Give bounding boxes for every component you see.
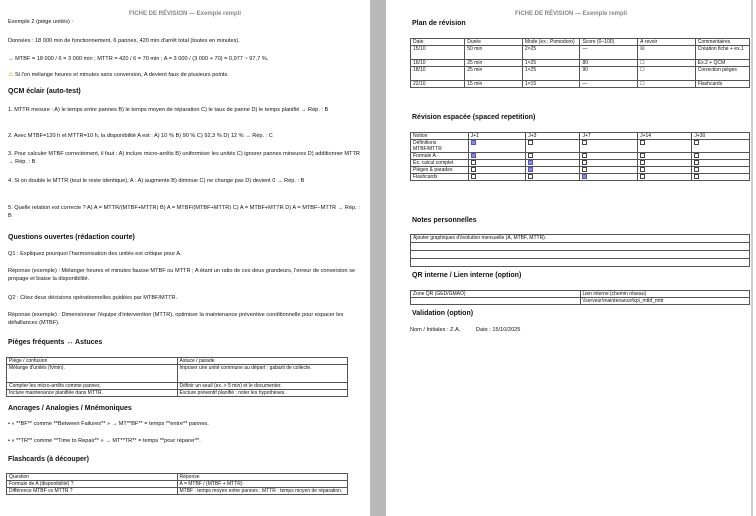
table-cell: Différence MTBF vs MTTR ? xyxy=(7,488,178,495)
answer-2: Réponse (exemple) : Dimensionner l'équipe d'intervention (MTTR), optimiser la maintenance préventive conditionnelle pour espacer les défaillances (MTBF). xyxy=(8,312,344,326)
header-cell: J+7 xyxy=(580,133,638,140)
validation-name: Nom / Initiales : Z.A. xyxy=(410,327,461,333)
check-cell xyxy=(580,167,638,174)
question-1: Q1 : Expliquez pourquoi l'harmonisation des unités est critique pour A. xyxy=(8,251,182,257)
table-cell: 15 min xyxy=(465,81,523,88)
table-cell: Flashcards xyxy=(695,81,749,88)
table-header-row xyxy=(411,291,750,298)
unchecked-checkbox[interactable] xyxy=(694,153,699,158)
unchecked-checkbox[interactable] xyxy=(582,160,587,165)
check-cell xyxy=(580,174,638,181)
unchecked-checkbox[interactable] xyxy=(528,153,533,158)
unchecked-checkbox[interactable] xyxy=(694,167,699,172)
table-cell: — xyxy=(580,46,638,60)
review-checkbox[interactable]: ☐ xyxy=(638,60,696,67)
qr-heading: QR interne / Lien interne (option) xyxy=(412,272,522,279)
check-cell xyxy=(638,140,692,153)
check-cell xyxy=(692,153,750,160)
spaced-table xyxy=(410,132,750,181)
table-row xyxy=(411,60,750,67)
qcm-heading: QCM éclair (auto-test) xyxy=(8,88,81,95)
header-cell: J+30 xyxy=(692,133,750,140)
table-cell: 90 xyxy=(580,67,638,81)
table-cell: Ex.2 + QCM xyxy=(695,60,749,67)
checked-checkbox[interactable] xyxy=(471,153,476,158)
header-cell: Durée xyxy=(465,39,523,46)
unchecked-checkbox[interactable] xyxy=(694,174,699,179)
unchecked-checkbox[interactable] xyxy=(528,174,533,179)
page-header: FICHE DE RÉVISION — Exemple rempli xyxy=(128,11,242,17)
check-cell xyxy=(526,153,580,160)
table-cell: Imposer une unité commune au départ ; gabarit de collecte. xyxy=(177,365,348,383)
notion-cell: Définitions MTBF/MTTR xyxy=(411,140,469,153)
flashcards-table xyxy=(6,473,348,495)
check-cell xyxy=(692,160,750,167)
check-cell xyxy=(580,160,638,167)
traps-heading: Pièges fréquents ↔ Astuces xyxy=(8,339,103,346)
table-header-row xyxy=(7,358,348,365)
plan-heading: Plan de révision xyxy=(412,20,466,27)
check-cell xyxy=(692,174,750,181)
table-cell: Exclure préventif planifié ; noter les hypothèses. xyxy=(177,390,348,397)
table-row xyxy=(411,259,750,267)
scrollbar[interactable] xyxy=(751,0,753,516)
qcm-item: 2. Avec MTBF=120 h et MTTR=10 h, la disponibilité A est : A) 10 % B) 90 % C) 92,3 % D) 12 % → Rép. : C xyxy=(8,133,273,139)
table-row xyxy=(411,243,750,251)
question-2: Q2 : Citez deux décisions opérationnelles guidées par MTBF/MTTR. xyxy=(8,295,178,301)
header-cell: Question xyxy=(7,474,178,481)
table-row xyxy=(7,365,348,383)
table-cell: 22/10 xyxy=(411,81,465,88)
header-cell: Mode (ex.: Pomodoro) xyxy=(522,39,580,46)
unchecked-checkbox[interactable] xyxy=(640,153,645,158)
anchor-item: • « **BF** comme **Between Failures** » → MT**BF** = temps **entre** pannes. xyxy=(8,421,209,427)
unchecked-checkbox[interactable] xyxy=(640,160,645,165)
check-cell xyxy=(526,140,580,153)
table-cell: 16/10 xyxy=(411,60,465,67)
table-cell: 25 min xyxy=(465,60,523,67)
table-cell: Compter les micro-arrêts comme pannes. xyxy=(7,383,178,390)
warning-line xyxy=(8,72,362,80)
table-cell: 15/10 xyxy=(411,46,465,60)
unchecked-checkbox[interactable] xyxy=(471,160,476,165)
checked-checkbox[interactable] xyxy=(471,140,476,145)
table-cell: 2×25 xyxy=(522,46,580,60)
flashcards-heading: Flashcards (à découper) xyxy=(8,456,89,463)
check-cell xyxy=(526,167,580,174)
table-cell: Inclure maintenance planifiée dans MTTR. xyxy=(7,390,178,397)
header-cell: Notion xyxy=(411,133,469,140)
table-cell: 1×25 xyxy=(522,60,580,67)
unchecked-checkbox[interactable] xyxy=(582,153,587,158)
table-row xyxy=(411,140,750,153)
page-1 xyxy=(0,0,370,516)
answer-1: Réponse (exemple) : Mélanger heures et minutes fausse MTBF ou MTTR ; A étant un ratio de ces deux grandeurs, l'erreur de conversion se propage et biaise la disponibilité. xyxy=(8,268,356,282)
table-cell: Définir un seuil (ex. > 5 min) et le documenter. xyxy=(177,383,348,390)
header-cell: J+1 xyxy=(468,133,526,140)
table-row xyxy=(411,235,750,243)
checked-checkbox[interactable] xyxy=(582,174,587,179)
table-row xyxy=(411,67,750,81)
check-cell xyxy=(526,174,580,181)
unchecked-checkbox[interactable] xyxy=(694,160,699,165)
notion-cell: Flashcards xyxy=(411,174,469,181)
header-cell: Commentaires xyxy=(695,39,749,46)
table-cell: 1×25 xyxy=(522,67,580,81)
table-cell: Création fiche + ex.1 xyxy=(695,46,749,60)
check-cell xyxy=(638,167,692,174)
qcm-item: 1. MTTR mesure : A) le temps entre pannes B) le temps moyen de réparation C) le taux de panne D) le temps planifié → Rép. : B xyxy=(8,107,329,113)
calc-line: → MTBF = 18 000 / 6 = 3 000 min ; MTTR = 420 / 6 = 70 min ; A = 3 000 / (3 000 + 70) = 0,977 ~ 97,7 %. xyxy=(8,56,269,62)
check-cell xyxy=(580,153,638,160)
spaced-heading: Révision espacée (spaced repetition) xyxy=(412,114,536,121)
header-cell: À revoir xyxy=(638,39,696,46)
table-cell: Mélange d'unités (h/min). xyxy=(7,365,178,383)
notes-heading: Notes personnelles xyxy=(412,217,477,224)
example-title: Exemple 2 (piège unités) : xyxy=(8,19,73,25)
unchecked-checkbox[interactable] xyxy=(640,140,645,145)
header-cell: Score (0–100) xyxy=(580,39,638,46)
page-header: FICHE DE RÉVISION — Exemple rempli xyxy=(514,11,628,17)
anchor-item: • « **TR** comme **Time to Repair** » → MT**TR** = temps **pour réparer**. xyxy=(8,438,201,444)
note-line[interactable] xyxy=(411,243,750,251)
check-cell xyxy=(692,167,750,174)
unchecked-checkbox[interactable] xyxy=(640,174,645,179)
header-cell: Piège / confusion xyxy=(7,358,178,365)
table-row xyxy=(7,488,348,495)
check-cell xyxy=(468,167,526,174)
qr-table xyxy=(410,290,750,305)
table-cell: Formule de A (disponibilité) ? xyxy=(7,481,178,488)
check-cell xyxy=(468,174,526,181)
table-cell: Correction pièges xyxy=(695,67,749,81)
table-row xyxy=(411,81,750,88)
check-cell xyxy=(468,140,526,153)
check-cell xyxy=(526,160,580,167)
unchecked-checkbox[interactable] xyxy=(471,167,476,172)
qcm-item: 3. Pour calculer MTBF correctement, il faut : A) inclure micro-arrêts B) uniformiser les unités C) ignorer pannes mineures D) additionner MTTR → Rép. : B xyxy=(8,151,360,165)
table-cell: 1×15 xyxy=(522,81,580,88)
table-row xyxy=(7,383,348,390)
checked-checkbox[interactable] xyxy=(528,167,533,172)
unchecked-checkbox[interactable] xyxy=(528,140,533,145)
check-cell xyxy=(580,140,638,153)
table-row xyxy=(411,167,750,174)
header-cell: Lien interne (chemin réseau) xyxy=(580,291,750,298)
notes-table xyxy=(410,234,750,267)
unchecked-checkbox[interactable] xyxy=(582,140,587,145)
plan-table xyxy=(410,38,750,88)
header-cell: Réponse xyxy=(177,474,348,481)
note-line[interactable]: Ajouter graphiques d'évolution mensuelle (A, MTBF, MTTR). xyxy=(411,235,750,243)
validation-date: Date : 15/10/2025 xyxy=(475,327,521,333)
header-cell: Zone QR (GED/GMAO) xyxy=(411,291,581,298)
table-row xyxy=(7,481,348,488)
review-checkbox[interactable]: ☒ xyxy=(638,46,696,60)
header-cell: J+14 xyxy=(638,133,692,140)
table-cell: 80 xyxy=(580,60,638,67)
unchecked-checkbox[interactable] xyxy=(640,167,645,172)
traps-table xyxy=(6,357,348,397)
notion-cell: Formule A xyxy=(411,153,469,160)
table-cell: 50 min xyxy=(465,46,523,60)
unchecked-checkbox[interactable] xyxy=(582,167,587,172)
table-row xyxy=(411,298,750,305)
check-cell xyxy=(638,174,692,181)
table-cell: 18/10 xyxy=(411,67,465,81)
unchecked-checkbox[interactable] xyxy=(471,174,476,179)
note-line[interactable] xyxy=(411,251,750,259)
table-cell: — xyxy=(580,81,638,88)
checked-checkbox[interactable] xyxy=(528,160,533,165)
table-row xyxy=(411,160,750,167)
table-cell: A = MTBF / (MTBF + MTTR) xyxy=(177,481,348,488)
table-row xyxy=(411,46,750,60)
open-questions-heading: Questions ouvertes (rédaction courte) xyxy=(8,234,135,241)
header-cell: J+3 xyxy=(526,133,580,140)
table-header-row xyxy=(411,39,750,46)
validation-heading: Validation (option) xyxy=(412,310,474,317)
table-cell: MTBF : temps moyen entre pannes ; MTTR : temps moyen de réparation. xyxy=(177,488,348,495)
anchors-heading: Ancrages / Analogies / Mnémoniques xyxy=(8,405,132,412)
check-cell xyxy=(638,153,692,160)
notion-cell: Pièges & parades xyxy=(411,167,469,174)
warning-text: Si l'on mélange heures et minutes sans conversion, A devient faux de plusieurs points. xyxy=(14,72,229,78)
header-cell: Astuce / parade xyxy=(177,358,348,365)
table-header-row xyxy=(411,133,750,140)
data-line: Données : 18 000 min de fonctionnement, 6 pannes, 420 min d'arrêt total (toutes en minutes). xyxy=(8,38,240,44)
qcm-item: 5. Quelle relation est correcte ? A) A = MTTR/(MTBF+MTTR) B) A = MTBF/(MTBF+MTTR) C) A = MTBF+MTTR D) A = MTBF−MTTR → Rép. : B xyxy=(8,205,360,219)
check-cell xyxy=(692,140,750,153)
review-checkbox[interactable]: ☐ xyxy=(638,67,696,81)
check-cell xyxy=(638,160,692,167)
table-row xyxy=(411,251,750,259)
table-row xyxy=(7,390,348,397)
page-2 xyxy=(386,0,756,516)
table-row xyxy=(411,153,750,160)
table-row xyxy=(411,174,750,181)
qcm-item: 4. Si on double le MTTR (tout le reste identique), A : A) augmente B) diminue C) ne change pas D) devient 0 → Rép. : B xyxy=(8,178,305,184)
check-cell xyxy=(468,153,526,160)
review-checkbox[interactable]: ☐ xyxy=(638,81,696,88)
check-cell xyxy=(468,160,526,167)
validation-line xyxy=(410,327,750,335)
table-header-row xyxy=(7,474,348,481)
note-line[interactable] xyxy=(411,259,750,267)
warning-icon: ⚠ xyxy=(8,72,14,78)
qr-zone xyxy=(411,298,581,305)
unchecked-checkbox[interactable] xyxy=(694,140,699,145)
table-cell: 25 min xyxy=(465,67,523,81)
network-link[interactable]: \\serveur\maintenance\kpi_mtbf_mttr xyxy=(580,298,750,305)
notion-cell: Ex. calcul complet xyxy=(411,160,469,167)
header-cell: Date xyxy=(411,39,465,46)
